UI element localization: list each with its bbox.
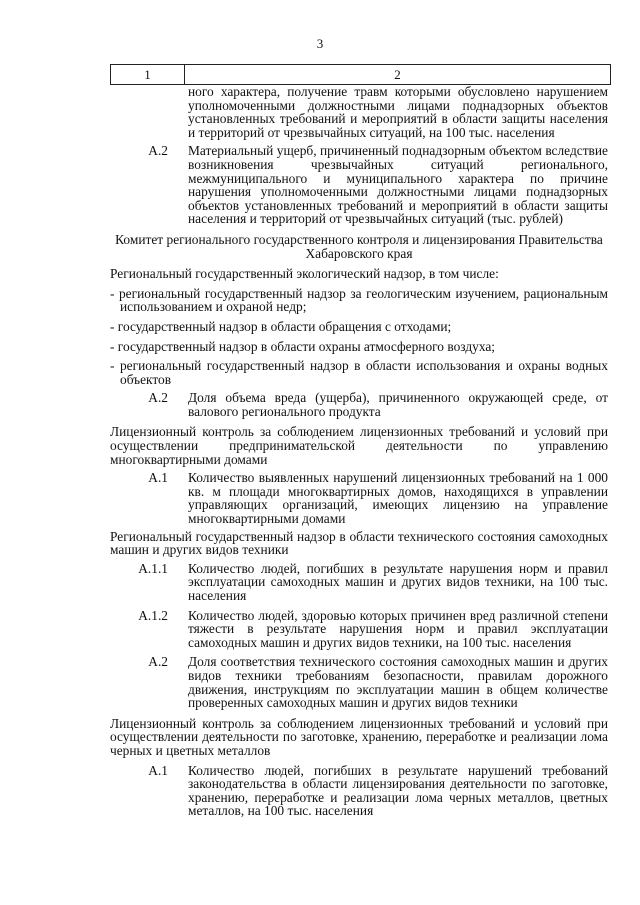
- bullet-item: - государственный надзор в области охраны атмосферного воздуха;: [110, 338, 496, 354]
- indicator-row: [110, 764, 608, 818]
- indicator-text: Доля соответствия технического состояния самоходных машин и других видов техники требованиям безопасности, правилам дорожного движения, инструкциям по эксплуатации машин в общем количестве проверенных самоходных машин и других видов техники: [188, 654, 608, 711]
- indicator-code: А.1.1: [138, 560, 168, 576]
- table-header-col2: 2: [394, 67, 401, 82]
- continuation-row: [110, 85, 608, 139]
- indicator-row: [110, 655, 608, 709]
- indicator-code: А.1: [148, 470, 168, 486]
- indicator-row: [110, 471, 608, 525]
- page-number: 3: [316, 36, 324, 51]
- indicator-row: [110, 144, 608, 226]
- indicator-code: А.2: [148, 143, 168, 159]
- indicator-text: Количество выявленных нарушений лицензионных требований на 1 000 кв. м площади многоквартирных домов, находящихся в управлении управляющих организаций, имеющих лицензию на управление многоквартирными домами: [188, 470, 608, 527]
- section-intro-housing: Лицензионный контроль за соблюдением лицензионных требований и условий при осуществлении предпринимательской деятельности по управлению многоквартирными домами: [110, 424, 608, 467]
- section-intro-scrap: Лицензионный контроль за соблюдением лицензионных требований и условий при осуществлении деятельности по заготовке, хранению, переработке и реализации лома черных и цветных металлов: [110, 715, 608, 758]
- section-intro-eco: Региональный государственный экологический надзор, в том числе:: [110, 266, 499, 282]
- bullet-item: - региональный государственный надзор в области использования и охраны водных объектов: [110, 358, 608, 387]
- committee-heading: Комитет регионального государственного контроля и лицензирования Правительства Хабаровского края: [115, 231, 603, 261]
- indicator-code: А.1.2: [138, 607, 168, 623]
- indicator-code: А.1: [148, 762, 168, 778]
- document-body: [110, 85, 608, 818]
- indicator-text: Количество людей, погибших в результате нарушений требований законодательства в области лицензирования деятельности по заготовке, хранению, переработке и реализации лома черных металлов, цветных металлов, на 100 тыс. населения: [188, 762, 608, 819]
- indicator-code: А.2: [148, 654, 168, 670]
- bullet-item: - региональный государственный надзор за геологическим изучением, рациональным использованием и охраной недр;: [110, 285, 608, 315]
- indicator-row: [110, 562, 608, 603]
- indicator-text: Количество людей, погибших в результате нарушения норм и правил эксплуатации самоходных машин и других видов техники, на 100 тыс. населения: [188, 560, 608, 603]
- indicator-text: Доля объема вреда (ущерба), причиненного окружающей среде, от валового регионального продукта: [188, 390, 608, 419]
- table-header-col1: 1: [111, 65, 185, 84]
- indicator-text: Материальный ущерб, причиненный поднадзорным объектом вследствие возникновения чрезвычайных ситуаций регионального, межмуниципального и муниципального характера по причине нарушения уполномоченными должностными лицами поднадзорных объектов установленных требований и мероприятий в области защиты населения и территорий от чрезвычайных ситуаций (тыс. рублей): [188, 143, 608, 227]
- continuation-text: ного характера, получение травм которыми обусловлено нарушением уполномоченными должностными лицами поднадзорных объектов установленных требований и мероприятий в области защиты населения и территорий от чрезвычайных ситуаций, на 100 тыс. населения: [188, 84, 608, 140]
- bullet-item: - государственный надзор в области обращения с отходами;: [110, 318, 452, 334]
- indicator-row: [110, 609, 608, 650]
- table-header-row: [110, 64, 611, 85]
- section-intro-machinery: Региональный государственный надзор в области технического состояния самоходных машин и других видов техники: [110, 528, 608, 558]
- indicator-row: [110, 391, 608, 418]
- indicator-text: Количество людей, здоровью которых причинен вред различной степени тяжести в результате нарушения норм и правил эксплуатации самоходных машин и других видов техники, на 100 тыс. населения: [188, 607, 608, 650]
- indicator-code: А.2: [148, 390, 168, 406]
